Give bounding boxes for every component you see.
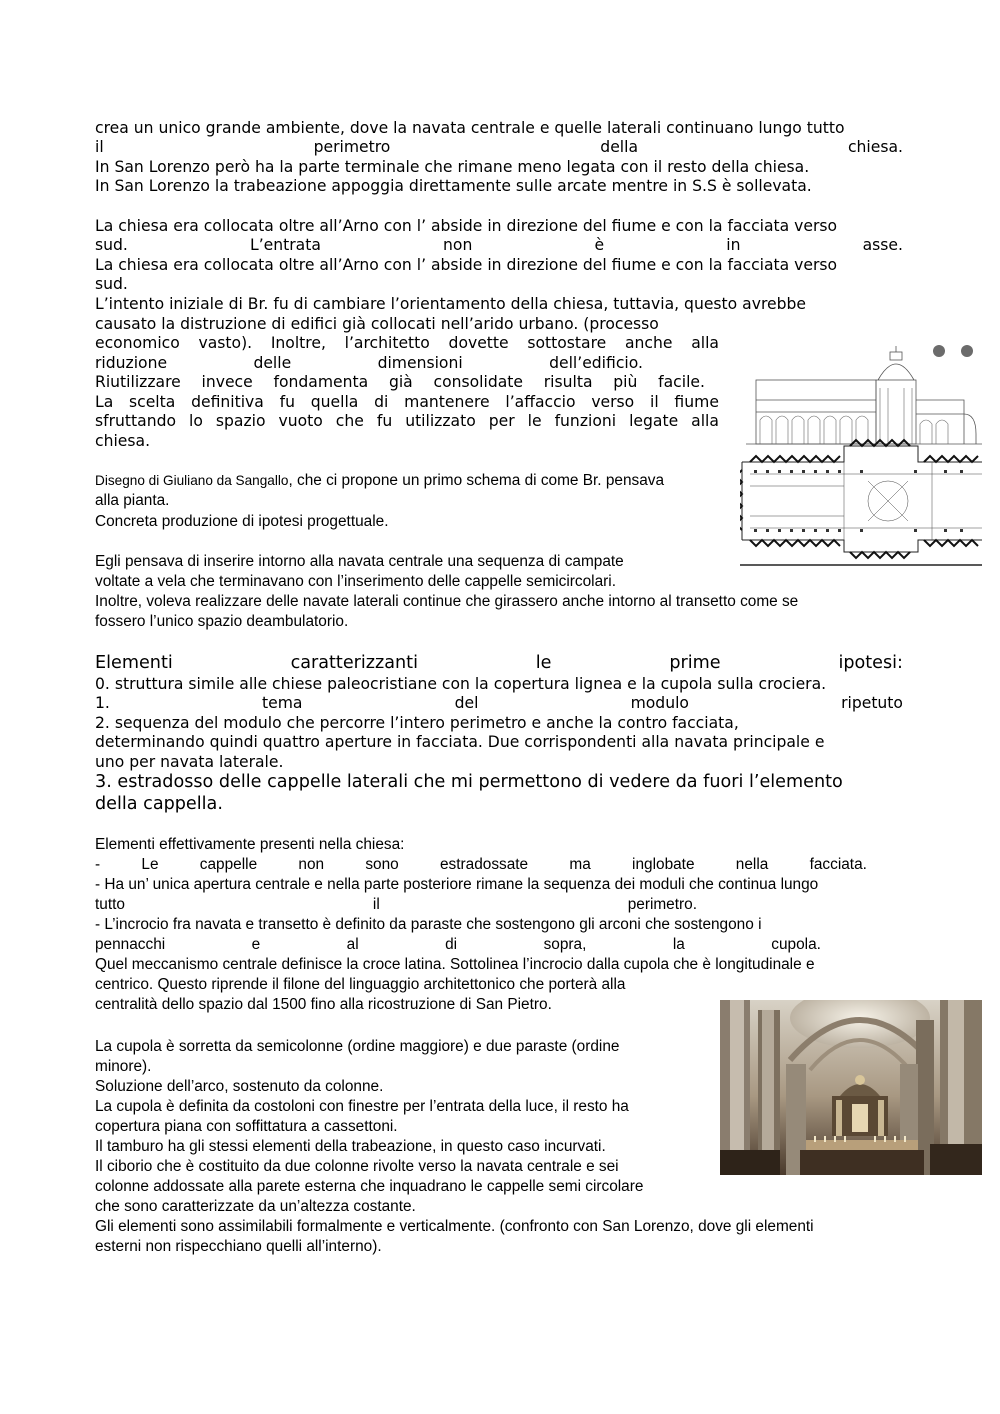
- text-line: sud.: [95, 275, 128, 293]
- text-line: [95, 472, 664, 490]
- text-line: colonne addossate alla parete esterna che inquadrano le cappelle semi circolare: [95, 1178, 644, 1195]
- text-line: copertura piana con soffittatura a cassettoni.: [95, 1118, 398, 1135]
- text-line: esterni non rispecchiano quelli all’interno).: [95, 1238, 382, 1255]
- word: asse.: [862, 236, 903, 254]
- word: sfruttando: [95, 412, 177, 430]
- word: pennacchi: [95, 936, 166, 953]
- text-line: centralità dello spazio dal 1500 fino alla ricostruzione di San Pietro.: [95, 996, 552, 1013]
- word: fondamenta: [273, 373, 369, 391]
- word: fu: [279, 393, 295, 411]
- text-line: voltate a vela che terminavano con l’inserimento delle cappelle semicircolari.: [95, 573, 616, 590]
- word: che: [335, 412, 364, 430]
- word: inglobate: [632, 856, 695, 873]
- section-heading: [95, 653, 903, 674]
- text-line: 0. struttura simile alle chiese paleocristiane con la copertura lignea e la cupola sulla crociera.: [95, 675, 827, 693]
- text-line: centrico. Questo riprende il filone del linguaggio architettonico che porterà alla: [95, 976, 626, 993]
- text-line: della cappella.: [95, 794, 223, 814]
- word: tema: [262, 694, 303, 712]
- text-line: L’intento iniziale di Br. fu di cambiare l’orientamento della chiesa, tuttavia, questo avrebbe: [95, 295, 806, 313]
- text-line-justified: [95, 856, 867, 874]
- text-line-justified: [95, 373, 705, 392]
- church-interior-photo: [720, 1000, 982, 1175]
- text-line: La cupola è definita da costoloni con finestre per l’entrata della luce, il resto ha: [95, 1098, 629, 1115]
- word: La: [95, 393, 114, 411]
- word: invece: [201, 373, 253, 391]
- word: le: [535, 653, 552, 673]
- word: ipotesi:: [838, 653, 903, 673]
- word: verso: [591, 393, 635, 411]
- word: del: [454, 694, 479, 712]
- word: risulta: [543, 373, 593, 391]
- word: dovette: [448, 334, 509, 352]
- word: il: [95, 138, 104, 156]
- text-line-justified: [95, 896, 697, 914]
- word: vasto).: [198, 334, 253, 352]
- word: già: [388, 373, 413, 391]
- text-line: In San Lorenzo però ha la parte terminale che rimane meno legata con il resto della chiesa.: [95, 158, 810, 176]
- text-line-justified: [95, 354, 643, 373]
- text-line: alla pianta.: [95, 492, 170, 509]
- interior-photo-svg: [720, 1000, 982, 1175]
- caption-author: Disegno di Giuliano da Sangallo: [95, 473, 289, 488]
- text-line: Soluzione dell’arco, sostenuto da colonne.: [95, 1078, 384, 1095]
- text-line: Inoltre, voleva realizzare delle navate laterali continue che girassero anche intorno al transetto come se: [95, 593, 799, 610]
- word: la: [672, 936, 685, 953]
- text-line-justified: [95, 393, 719, 412]
- text-line: causato la distruzione di edifici già collocati nell’arido urbano. (processo: [95, 315, 659, 333]
- text-line: - Ha un’ unica apertura centrale e nella parte posteriore rimane la sequenza dei moduli che continua lungo: [95, 876, 819, 893]
- word: e: [251, 936, 261, 953]
- text-line: - L’incrocio fra navata e transetto è definito da paraste che sostengono gli arconi che sostengono i: [95, 916, 762, 933]
- word: fu: [376, 412, 393, 430]
- text-line: crea un unico grande ambiente, dove la navata centrale e quelle laterali continuano lungo tutto: [95, 119, 845, 137]
- text-line-justified: [95, 236, 903, 255]
- text-line: La chiesa era collocata oltre all’Arno con l’ abside in direzione del fiume e con la facciata verso: [95, 256, 838, 274]
- word: perimetro.: [627, 896, 697, 913]
- text-line: uno per navata laterale.: [95, 753, 284, 771]
- word: chiesa.: [847, 138, 903, 156]
- word: è: [594, 236, 605, 254]
- word: sud.: [95, 236, 128, 254]
- word: alla: [691, 412, 719, 430]
- text-line: Elementi effettivamente presenti nella chiesa:: [95, 836, 405, 853]
- word: quella: [310, 393, 359, 411]
- text-line-justified: [95, 334, 719, 353]
- word: vuoto: [278, 412, 323, 430]
- word: legate: [629, 412, 679, 430]
- word: consolidate: [433, 373, 523, 391]
- word: l’architetto: [344, 334, 430, 352]
- text-line: Il ciborio che è costituito da due colonne rivolte verso la navata centrale e sei: [95, 1158, 619, 1175]
- word: in: [726, 236, 741, 254]
- word: ripetuto: [841, 694, 903, 712]
- word: economico: [95, 334, 180, 352]
- text-line-justified: [95, 138, 903, 157]
- text-line: Il tamburo ha gli stessi elementi della trabeazione, in questo caso incurvati.: [95, 1138, 606, 1155]
- plan-section-svg: [740, 344, 982, 566]
- word: l’affaccio: [505, 393, 576, 411]
- text-line-justified: [95, 936, 821, 954]
- word: delle: [253, 354, 292, 372]
- word: facile.: [658, 373, 705, 391]
- word: al: [346, 936, 359, 953]
- word: lo: [189, 412, 203, 430]
- text-line: che sono caratterizzate da un’altezza costante.: [95, 1198, 416, 1215]
- text-line: La cupola è sorretta da semicolonne (ordine maggiore) e due paraste (ordine: [95, 1038, 620, 1055]
- word: riduzione: [95, 354, 168, 372]
- word: prime: [669, 653, 721, 673]
- text-line: Gli elementi sono assimilabili formalmente e verticalmente. (confronto con San Lorenzo, dove gli elementi: [95, 1218, 814, 1235]
- word: nella: [735, 856, 769, 873]
- word: Inoltre,: [270, 334, 326, 352]
- text-line: minore).: [95, 1058, 152, 1075]
- text-line: fossero l’unico spazio deambulatorio.: [95, 613, 349, 630]
- text-line-justified: [95, 412, 719, 431]
- word: sopra,: [543, 936, 587, 953]
- text-line-justified: [95, 694, 903, 713]
- word: estradossate: [440, 856, 529, 873]
- word: 1.: [95, 694, 110, 712]
- word: alla: [691, 334, 719, 352]
- text-line: chiesa.: [95, 432, 151, 450]
- text-line: 2. sequenza del modulo che percorre l’intero perimetro e anche la contro facciata,: [95, 714, 739, 732]
- caption-rest: , che ci propone un primo schema di come Br. pensava: [288, 472, 665, 489]
- word: utilizzato: [405, 412, 476, 430]
- word: scelta: [129, 393, 176, 411]
- word: della: [600, 138, 639, 156]
- word: il: [649, 393, 659, 411]
- word: ma: [569, 856, 591, 873]
- word: tutto: [95, 896, 125, 913]
- word: Elementi: [95, 653, 173, 673]
- word: cappelle: [199, 856, 258, 873]
- text-line: La chiesa era collocata oltre all’Arno con l’ abside in direzione del fiume e con la facciata verso: [95, 217, 838, 235]
- text-line: 3. estradosso delle cappelle laterali che mi permettono di vedere da fuori l’elemento: [95, 772, 843, 792]
- text-line: Concreta produzione di ipotesi progettuale.: [95, 513, 389, 530]
- word: fiume: [674, 393, 719, 411]
- word: sottostare: [527, 334, 607, 352]
- word: facciata.: [809, 856, 867, 873]
- word: più: [613, 373, 638, 391]
- word: mantenere: [404, 393, 490, 411]
- word: di: [374, 393, 389, 411]
- church-plan-drawing: [740, 344, 982, 566]
- word: le: [527, 412, 542, 430]
- word: Riutilizzare: [95, 373, 181, 391]
- word: Le: [141, 856, 159, 873]
- word: caratterizzanti: [290, 653, 418, 673]
- word: dimensioni: [377, 354, 463, 372]
- word: -: [95, 856, 101, 873]
- word: per: [488, 412, 515, 430]
- word: cupola.: [771, 936, 821, 953]
- word: spazio: [215, 412, 266, 430]
- word: non: [298, 856, 325, 873]
- word: definitiva: [191, 393, 264, 411]
- word: non: [443, 236, 473, 254]
- text-line: In San Lorenzo la trabeazione appoggia direttamente sulle arcate mentre in S.S è sollevata.: [95, 177, 812, 195]
- word: funzioni: [554, 412, 617, 430]
- word: L’entrata: [250, 236, 321, 254]
- text-line: Egli pensava di inserire intorno alla navata centrale una sequenza di campate: [95, 553, 624, 570]
- word: modulo: [630, 694, 689, 712]
- word: sono: [365, 856, 399, 873]
- word: il: [372, 896, 380, 913]
- word: dell’edificio.: [549, 354, 643, 372]
- text-line: Quel meccanismo centrale definisce la croce latina. Sottolinea l’incrocio dalla cupola che è longitudinale e: [95, 956, 815, 973]
- word: anche: [624, 334, 673, 352]
- word: perimetro: [313, 138, 391, 156]
- text-line: determinando quindi quattro aperture in facciata. Due corrispondenti alla navata principale e: [95, 733, 825, 751]
- word: di: [445, 936, 458, 953]
